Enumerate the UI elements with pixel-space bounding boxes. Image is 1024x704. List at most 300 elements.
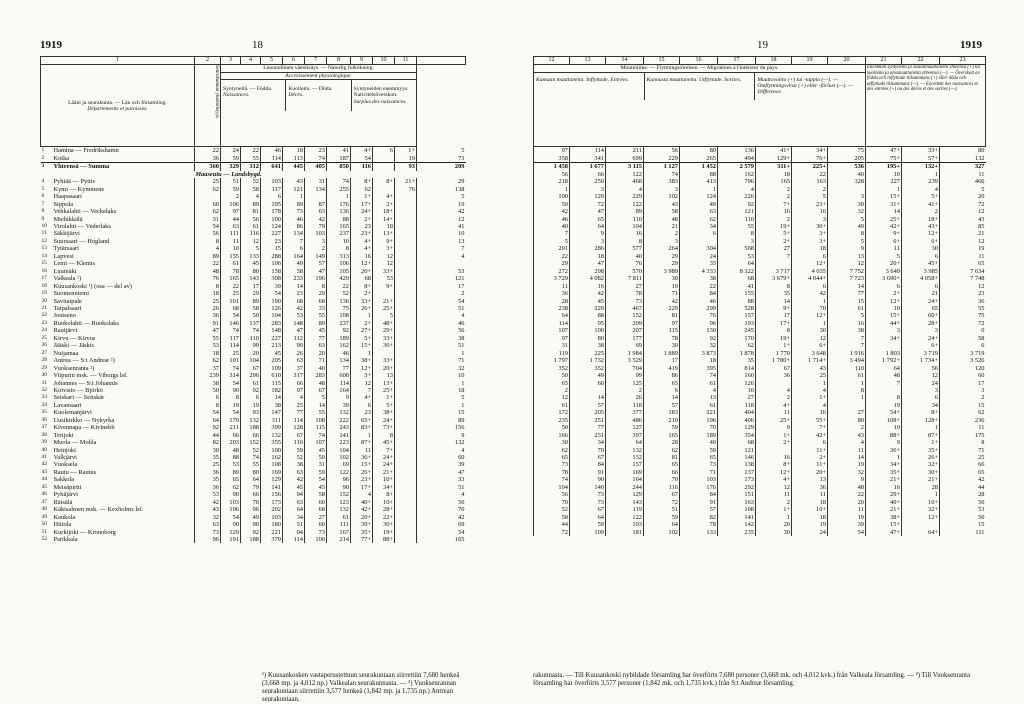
table-cell: 641 <box>261 163 283 171</box>
row-number: 27 <box>41 349 47 356</box>
table-cell: 165 <box>327 223 351 230</box>
table-cell: 467 <box>606 305 644 312</box>
table-cell: 4 <box>606 186 644 193</box>
table-cell: 77 <box>283 409 305 416</box>
parish-name: Heinjoki <box>53 446 76 454</box>
table-cell: 610 <box>261 372 283 379</box>
table-cell: 53 <box>195 491 221 498</box>
table-cell: 56 <box>534 171 570 178</box>
table-cell: 9+ <box>756 305 792 312</box>
table-cell: 62 <box>680 216 718 223</box>
table-cell: 5 <box>792 193 828 200</box>
table-cell: 35+ <box>902 447 940 454</box>
table-cell: 33 <box>417 476 466 483</box>
table-cell: 73 <box>606 298 644 305</box>
table-cell: 528 <box>718 305 756 312</box>
table-cell: 255 <box>327 186 351 193</box>
table-cell: 62 <box>644 447 680 454</box>
table-cell: 40 <box>305 365 327 372</box>
table-cell: 143 <box>241 275 261 282</box>
table-row <box>41 387 466 394</box>
column-number: 21 <box>866 57 902 65</box>
table-cell: 34+ <box>792 147 828 155</box>
column-number: 20 <box>828 57 866 65</box>
table-row <box>534 417 986 424</box>
table-cell: 2 <box>828 424 866 431</box>
table-row <box>534 424 986 431</box>
table-cell: 141 <box>327 432 351 439</box>
table-cell: 108 <box>327 312 351 319</box>
table-cell: 18 <box>756 171 792 178</box>
table-cell: 10 <box>327 238 351 245</box>
table-cell: 92 <box>195 424 221 431</box>
table-cell: 172 <box>534 409 570 416</box>
table-cell: 34+ <box>373 484 395 491</box>
table-row <box>41 305 466 312</box>
table-cell <box>395 320 417 327</box>
table-cell: 12 <box>534 394 570 401</box>
table-cell: 35 <box>680 260 718 267</box>
table-cell: 82 <box>680 514 718 521</box>
table-cell: 63 <box>283 357 305 364</box>
table-cell: 205 <box>261 357 283 364</box>
row-number: 35 <box>41 409 47 416</box>
table-cell: 92 <box>680 335 718 342</box>
table-cell: 35 <box>195 454 221 461</box>
table-cell: 94 <box>283 491 305 498</box>
table-cell: 238 <box>534 305 570 312</box>
table-cell: 33+ <box>373 357 395 364</box>
table-cell: 413 <box>680 178 718 185</box>
table-cell: 117 <box>261 186 283 193</box>
table-cell: 73 <box>195 529 221 536</box>
table-cell: 54 <box>417 529 466 536</box>
table-cell: 122 <box>606 201 644 208</box>
table-cell: 8+ <box>373 178 395 185</box>
table-cell: 445 <box>283 163 305 171</box>
column-number: 7 <box>305 57 327 65</box>
table-cell: 44 <box>940 484 986 491</box>
row-number: 42 <box>41 461 47 468</box>
table-cell: 6 <box>902 253 940 260</box>
table-cell: 1 <box>327 193 351 200</box>
table-cell <box>395 342 417 349</box>
column-number: 5 <box>261 57 283 65</box>
table-cell: 55 <box>241 155 261 163</box>
column-number: 19 <box>792 57 828 65</box>
table-cell: 61 <box>680 380 718 387</box>
table-cell: 226 <box>718 193 756 200</box>
table-cell: 329 <box>221 163 241 171</box>
table-cell: 6 <box>241 394 261 401</box>
table-cell: 205 <box>828 155 866 163</box>
table-cell: 106 <box>261 260 283 267</box>
table-row <box>41 536 466 543</box>
table-cell: 1 677 <box>570 163 606 171</box>
table-cell: 15 <box>261 245 283 252</box>
table-cell: 42 <box>305 216 327 223</box>
table-cell: 177 <box>606 335 644 342</box>
table-cell: 8+ <box>902 409 940 416</box>
table-cell: 38 <box>828 327 866 334</box>
table-cell: 78 <box>680 521 718 528</box>
table-cell: 6 <box>902 394 940 401</box>
table-cell: 223 <box>327 439 351 446</box>
table-cell: 313 <box>327 253 351 260</box>
table-cell <box>395 350 417 357</box>
table-row <box>534 208 986 215</box>
table-cell: 179 <box>221 417 241 424</box>
table-cell: 5+ <box>902 193 940 200</box>
table-cell: 288 <box>261 253 283 260</box>
table-cell: 80 <box>570 335 606 342</box>
table-cell: 61 <box>327 514 351 521</box>
table-cell: 41+ <box>756 147 792 155</box>
table-cell: 47 <box>570 208 606 215</box>
table-row <box>534 327 986 334</box>
table-cell <box>395 290 417 297</box>
table-cell: 22 <box>195 260 221 267</box>
table-cell: 74 <box>305 432 327 439</box>
column-number-spacer <box>417 57 466 65</box>
table-cell: 32 <box>417 365 466 372</box>
table-cell: 76 <box>395 186 417 193</box>
table-row <box>534 335 986 342</box>
table-cell: 221 <box>261 529 283 536</box>
row-number: 20 <box>41 297 47 304</box>
table-cell: 235 <box>534 417 570 424</box>
table-cell: 60 <box>305 521 327 528</box>
table-cell: 5 <box>534 238 570 245</box>
table-cell: 90 <box>570 476 606 483</box>
table-cell: 53 <box>373 275 395 282</box>
table-cell: 29 <box>417 178 466 185</box>
table-cell: 1 916 <box>828 350 866 357</box>
table-cell: 121 <box>718 447 756 454</box>
table-cell: 9 <box>828 476 866 483</box>
table-row <box>41 454 466 461</box>
table-cell: 10+ <box>373 499 395 506</box>
table-row <box>41 238 466 245</box>
table-cell: 25 <box>195 298 221 305</box>
table-cell: 195+ <box>866 163 902 171</box>
table-cell: 25 <box>195 461 221 468</box>
table-cell: 2+ <box>866 290 902 297</box>
table-cell: 50 <box>940 514 986 521</box>
table-cell: 100 <box>305 536 327 543</box>
table-cell: 129 <box>606 491 644 498</box>
table-cell: 132 <box>606 454 644 461</box>
table-cell: 12 <box>241 238 261 245</box>
row-number: 21 <box>41 304 47 311</box>
table-cell: 114 <box>261 155 283 163</box>
table-cell: 29+ <box>866 491 902 498</box>
table-cell: 88 <box>327 216 351 223</box>
table-cell: 110 <box>828 365 866 372</box>
parish-name: Parikkala <box>53 536 78 544</box>
table-cell: 136 <box>327 298 351 305</box>
table-cell <box>395 409 417 416</box>
table-cell: 292 <box>718 484 756 491</box>
column-number: 1 <box>41 57 195 65</box>
table-cell: 196 <box>305 275 327 282</box>
table-cell: 71 <box>940 447 986 454</box>
table-cell: 23 <box>351 223 373 230</box>
table-cell: 158 <box>261 268 283 275</box>
table-cell: 108 <box>261 461 283 468</box>
table-cell <box>395 327 417 334</box>
table-cell: 36 <box>940 298 986 305</box>
table-cell: 89 <box>221 469 241 476</box>
table-cell: 19 <box>940 245 986 252</box>
table-cell: 89 <box>606 208 644 215</box>
table-cell: 13+ <box>373 380 395 387</box>
table-row <box>534 447 986 454</box>
table-cell: 74 <box>221 327 241 334</box>
column-number: 11 <box>395 57 417 65</box>
table-cell: 4 <box>283 394 305 401</box>
row-number: 38 <box>41 431 47 438</box>
table-row <box>41 178 466 185</box>
table-cell: 67 <box>305 387 327 394</box>
table-row <box>534 432 986 439</box>
table-cell: 129+ <box>756 155 792 163</box>
table-cell: 29 <box>241 290 261 297</box>
table-cell: 50 <box>534 372 570 379</box>
table-cell: 146 <box>718 454 756 461</box>
table-cell <box>395 439 417 446</box>
table-cell: 2+ <box>756 439 792 446</box>
table-cell: 25 <box>940 454 986 461</box>
left-page <box>40 56 466 703</box>
table-cell: 229 <box>570 305 606 312</box>
table-cell: 116 <box>283 439 305 446</box>
table-cell: 10 <box>866 424 902 431</box>
table-cell: 36 <box>534 290 570 297</box>
table-cell: 1 889 <box>644 350 680 357</box>
row-number: 25 <box>41 334 47 341</box>
table-row <box>41 529 466 536</box>
table-cell: 64 <box>570 223 606 230</box>
table-cell: 570 <box>606 268 644 275</box>
table-cell: 26 <box>195 305 221 312</box>
table-cell: 19+ <box>756 223 792 230</box>
table-cell: 156 <box>417 424 466 431</box>
table-cell: 6+ <box>792 342 828 349</box>
table-cell: 31 <box>305 178 327 185</box>
table-cell: 227 <box>261 230 283 237</box>
table-cell: 12 <box>902 372 940 379</box>
table-cell: 358 <box>534 155 570 163</box>
table-cell <box>395 275 417 282</box>
table-cell: 104 <box>327 447 351 454</box>
parish-name: Valkeala ¹) <box>53 275 82 283</box>
table-cell: 17+ <box>756 320 792 327</box>
table-cell: 419 <box>644 365 680 372</box>
column-number: 17 <box>718 57 756 65</box>
table-cell <box>395 491 417 498</box>
table-cell: 103 <box>606 521 644 528</box>
left-table <box>40 56 466 543</box>
table-cell: 12 <box>417 216 466 223</box>
table-cell: 63 <box>283 499 305 506</box>
parish-header-fr: Départements et paroisses. <box>87 105 148 112</box>
parish-name: Säkkijärvi <box>53 230 80 238</box>
table-cell: 17 <box>644 357 680 364</box>
table-cell: 11 <box>940 171 986 178</box>
table-cell: 64 <box>283 506 305 513</box>
table-row <box>41 275 466 282</box>
table-cell: 88 <box>570 312 606 319</box>
table-cell: 1 <box>828 394 866 401</box>
table-cell: 14+ <box>373 216 395 223</box>
table-cell: 42 <box>283 476 305 483</box>
table-cell: 29 <box>644 260 680 267</box>
table-cell: 3 648 <box>792 350 828 357</box>
table-cell: 36+ <box>866 447 902 454</box>
table-cell: 167 <box>327 529 351 536</box>
table-cell: 125 <box>606 380 644 387</box>
table-cell: 90 <box>221 521 241 528</box>
table-cell <box>395 521 417 528</box>
table-cell: 229 <box>644 155 680 163</box>
parish-name: Koivisto — Björkö <box>53 386 103 394</box>
table-cell: 2 <box>792 186 828 193</box>
table-cell: 152 <box>241 439 261 446</box>
table-cell: 23 <box>283 290 305 297</box>
table-cell: 52 <box>283 454 305 461</box>
table-cell: 35 <box>718 357 756 364</box>
table-cell: 141 <box>718 514 756 521</box>
table-cell: 5 <box>241 245 261 252</box>
parish-name: Hiitola <box>53 521 72 529</box>
table-cell: 95 <box>570 320 606 327</box>
table-cell: 203 <box>221 439 241 446</box>
table-cell: 86 <box>644 372 680 379</box>
table-cell: 2+ <box>351 216 373 223</box>
table-cell: 121 <box>718 208 756 215</box>
table-cell: 1 127 <box>644 163 680 171</box>
table-row <box>534 439 986 446</box>
table-cell: 2 <box>756 216 792 223</box>
table-cell: 38+ <box>351 357 373 364</box>
table-cell: 1 <box>792 298 828 305</box>
table-cell: 33+ <box>902 147 940 155</box>
table-cell: 104 <box>261 312 283 319</box>
table-cell: 10 <box>417 230 466 237</box>
table-cell: 30 <box>792 327 828 334</box>
table-cell: 43 <box>940 216 986 223</box>
table-cell: 68 <box>283 298 305 305</box>
table-cell <box>828 186 866 193</box>
table-cell: 8 <box>866 394 902 401</box>
row-number: 48 <box>41 506 47 513</box>
table-cell: 251 <box>570 417 606 424</box>
table-cell: 64 <box>570 514 606 521</box>
table-cell <box>395 454 417 461</box>
table-cell: 46 <box>534 216 570 223</box>
table-cell: 237 <box>327 230 351 237</box>
table-cell: 30+ <box>373 521 395 528</box>
table-cell: 48 <box>195 268 221 275</box>
table-cell: 73 <box>534 461 570 468</box>
table-cell: 53 <box>221 461 241 468</box>
in-header: Kuntaan muuttaneita. Inflyttade. Entrées. <box>534 73 645 100</box>
table-row <box>534 357 986 364</box>
table-cell: 5+ <box>351 335 373 342</box>
table-cell: 30 <box>902 245 940 252</box>
table-cell: 19+ <box>756 335 792 342</box>
table-cell: 211 <box>606 147 644 155</box>
table-cell: 114 <box>570 147 606 155</box>
table-row <box>534 216 986 223</box>
table-cell: 59 <box>680 447 718 454</box>
table-cell: 45+ <box>902 260 940 267</box>
table-cell: 244 <box>606 484 644 491</box>
table-cell: 110 <box>241 335 261 342</box>
table-cell <box>756 447 792 454</box>
parish-name: Savitaipale <box>53 297 82 305</box>
table-cell: 103 <box>305 230 327 237</box>
table-cell: 103 <box>261 178 283 185</box>
table-row <box>41 223 466 230</box>
table-cell: 84 <box>570 461 606 468</box>
table-cell: 49 <box>283 260 305 267</box>
table-cell: 5 <box>417 394 466 401</box>
table-cell: 40 <box>680 439 718 446</box>
row-number: 52 <box>41 536 47 543</box>
table-cell: 58 <box>940 335 986 342</box>
table-row <box>41 365 466 372</box>
table-cell <box>395 268 417 275</box>
table-cell: 36 <box>195 469 221 476</box>
table-cell: 56 <box>417 327 466 334</box>
table-cell: 91 <box>195 320 221 327</box>
parish-name: Käkisalmen msk. — Kexholms lsf. <box>53 506 144 514</box>
table-cell: 3 690+ <box>866 275 902 282</box>
table-cell: 32+ <box>902 506 940 513</box>
parish-name: Tytärsaari <box>53 245 79 253</box>
table-cell: 53 <box>283 312 305 319</box>
table-row <box>534 230 986 237</box>
table-cell: 39 <box>828 521 866 528</box>
parish-name: Muola — Mohla <box>53 439 97 447</box>
table-cell: 27+ <box>351 327 373 334</box>
table-cell: 74 <box>241 454 261 461</box>
table-cell: 43 <box>828 432 866 439</box>
row-number: 33 <box>41 394 47 401</box>
table-row <box>41 424 466 431</box>
table-row <box>534 350 986 357</box>
table-cell: 70 <box>241 499 261 506</box>
table-cell: 14 <box>283 283 305 290</box>
table-cell: 24+ <box>902 298 940 305</box>
table-cell: 50 <box>534 424 570 431</box>
table-cell: 25+ <box>373 305 395 312</box>
table-cell: 63 <box>305 208 327 215</box>
table-cell: 1+ <box>902 439 940 446</box>
table-cell: 75 <box>940 312 986 319</box>
table-cell: 2+ <box>351 290 373 297</box>
table-cell: 121 <box>283 186 305 193</box>
parish-name: Hamina — Fredrikshamn <box>53 147 119 155</box>
table-cell: 3 <box>866 327 902 334</box>
table-cell: 4 <box>680 387 718 394</box>
table-cell: 54 <box>221 380 241 387</box>
table-cell: 3 529 <box>606 357 644 364</box>
table-cell: 1 <box>828 380 866 387</box>
table-cell: 341 <box>570 155 606 163</box>
